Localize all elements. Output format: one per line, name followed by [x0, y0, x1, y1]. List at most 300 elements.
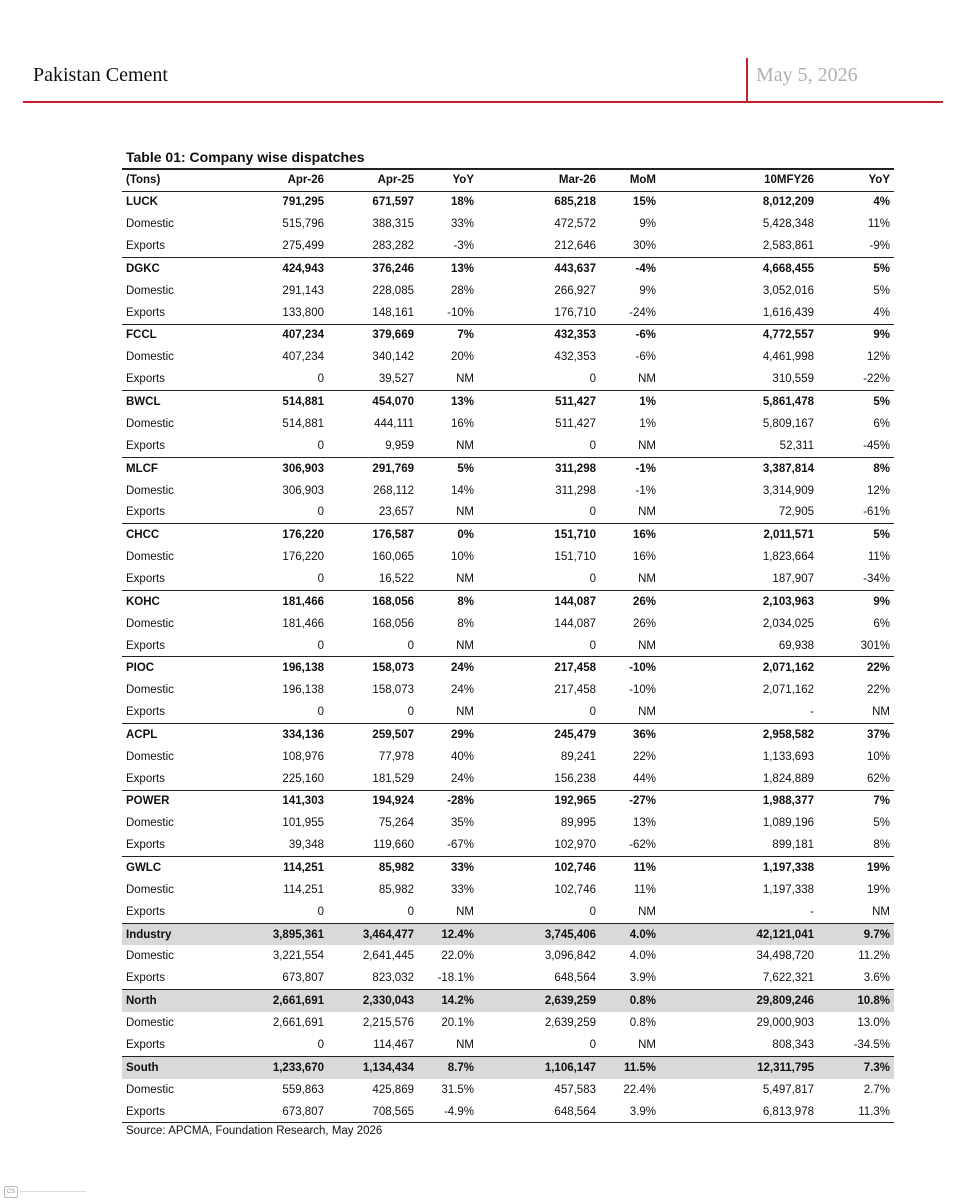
value-cell: NM [638, 373, 656, 386]
value-cell: 26% [600, 590, 660, 612]
column-header: Apr-25 [328, 169, 418, 191]
value-cell: 13% [418, 391, 478, 413]
value-cell: 1,616,439 [762, 306, 814, 319]
value-cell: 114,251 [232, 857, 328, 879]
value-cell: 62% [866, 772, 890, 785]
value-cell: 0 [589, 506, 596, 519]
value-cell: 5% [818, 258, 894, 280]
value-cell: -10% [629, 684, 656, 697]
value-cell: -34.5% [853, 1038, 890, 1051]
value-cell: NM [638, 439, 656, 452]
value-cell: 2,639,259 [544, 1017, 596, 1030]
row-label-cell: Exports [126, 573, 165, 586]
value-cell: 291,143 [282, 284, 324, 297]
value-cell: 379,669 [328, 324, 418, 346]
exports-row [122, 901, 894, 923]
row-label-cell: Domestic [126, 1083, 174, 1096]
value-cell: 1,824,889 [762, 772, 814, 785]
value-cell: 176,220 [232, 524, 328, 546]
value-cell: 1,823,664 [762, 551, 814, 564]
value-cell: 11.3% [818, 1101, 894, 1123]
row-label-cell: Exports [122, 1101, 232, 1123]
exports-row [122, 1101, 894, 1123]
value-cell: 8% [873, 839, 890, 852]
value-cell: 1% [600, 391, 660, 413]
value-cell: 3,052,016 [762, 284, 814, 297]
domestic-row [122, 746, 894, 768]
value-cell: 0 [317, 706, 324, 719]
row-label-cell: GWLC [122, 857, 232, 879]
value-cell: 4,772,557 [660, 324, 818, 346]
exports-row [122, 302, 894, 324]
value-cell: 1,133,693 [762, 750, 814, 763]
value-cell: 5,809,167 [762, 417, 814, 430]
value-cell: 0 [407, 905, 414, 918]
value-cell: -9% [869, 240, 890, 253]
value-cell: 11% [867, 551, 890, 564]
value-cell: 0 [317, 373, 324, 386]
value-cell: -61% [863, 506, 890, 519]
value-cell: 29,809,246 [660, 990, 818, 1012]
value-cell: 283,282 [372, 240, 414, 253]
value-cell: 3,096,842 [544, 950, 596, 963]
value-cell: 24% [418, 657, 478, 679]
value-cell: 432,353 [478, 324, 600, 346]
company-total-row [122, 391, 894, 413]
value-cell: NM [456, 573, 474, 586]
value-cell: -1% [600, 457, 660, 479]
value-cell: 13.0% [857, 1017, 890, 1030]
value-cell: 194,924 [328, 790, 418, 812]
row-label-cell: Industry [122, 923, 232, 945]
value-cell: 85,982 [378, 883, 414, 896]
header-rule [23, 101, 943, 103]
row-label-cell: Domestic [126, 417, 174, 430]
value-cell: 144,087 [554, 617, 596, 630]
company-total-row [122, 524, 894, 546]
value-cell: -18.1% [437, 972, 474, 985]
value-cell: 28% [450, 284, 474, 297]
value-cell: 5% [873, 817, 890, 830]
value-cell: 514,881 [282, 417, 324, 430]
domestic-row [122, 413, 894, 435]
value-cell: 0 [317, 639, 324, 652]
value-cell: 7,622,321 [762, 972, 814, 985]
value-cell: 102,746 [478, 857, 600, 879]
value-cell: 0% [418, 524, 478, 546]
value-cell: -62% [629, 839, 656, 852]
row-label-cell: Domestic [126, 484, 174, 497]
value-cell: 181,466 [282, 617, 324, 630]
value-cell: 1,988,377 [660, 790, 818, 812]
value-cell: 40% [450, 750, 474, 763]
value-cell: 13% [632, 817, 656, 830]
value-cell: 407,234 [232, 324, 328, 346]
value-cell: -6% [600, 324, 660, 346]
value-cell: 151,710 [478, 524, 600, 546]
value-cell: 9,959 [385, 439, 414, 452]
domestic-row [122, 1012, 894, 1034]
company-total-row [122, 857, 894, 879]
value-cell: 266,927 [554, 284, 596, 297]
value-cell: 114,251 [283, 883, 324, 896]
value-cell: 12% [866, 484, 890, 497]
value-cell: 511,427 [555, 417, 596, 430]
value-cell: 89,241 [560, 750, 596, 763]
value-cell: 899,181 [772, 839, 814, 852]
value-cell: NM [456, 639, 474, 652]
value-cell: 457,583 [554, 1083, 596, 1096]
row-label-cell: Domestic [126, 351, 174, 364]
value-cell: 9% [818, 590, 894, 612]
company-total-row [122, 191, 894, 213]
value-cell: 19% [818, 857, 894, 879]
value-cell: NM [638, 1038, 656, 1051]
exports-row [122, 369, 894, 391]
value-cell: 0.8% [629, 1017, 656, 1030]
value-cell: 311,298 [478, 457, 600, 479]
company-total-row [122, 258, 894, 280]
value-cell: -6% [635, 351, 656, 364]
value-cell: 8,012,209 [762, 196, 814, 209]
value-cell: 14.2% [418, 990, 478, 1012]
domestic-row [122, 546, 894, 568]
value-cell: 9.7% [818, 923, 894, 945]
value-cell: 1% [639, 417, 656, 430]
row-label-cell: ACPL [122, 724, 232, 746]
value-cell: 10.8% [818, 990, 894, 1012]
value-cell: 5% [818, 524, 894, 546]
row-label-cell: Domestic [126, 617, 174, 630]
value-cell: 0.8% [600, 990, 660, 1012]
value-cell: 119,660 [373, 839, 414, 852]
row-label-cell: Domestic [126, 950, 174, 963]
value-cell: 12,311,795 [660, 1056, 818, 1078]
domestic-row [122, 346, 894, 368]
value-cell: 14% [450, 484, 474, 497]
footer-faint-line [20, 1191, 86, 1192]
value-cell: 9% [639, 284, 656, 297]
dispatch-table [122, 168, 894, 1123]
domestic-row [122, 213, 894, 235]
row-label-cell: Exports [126, 439, 165, 452]
value-cell: 8% [418, 590, 478, 612]
value-cell: 0 [589, 706, 596, 719]
value-cell: 1,197,338 [660, 857, 818, 879]
value-cell: -4% [600, 258, 660, 280]
aggregate-total-row [122, 990, 894, 1012]
value-cell: 11.2% [858, 950, 890, 963]
value-cell: -1% [635, 484, 656, 497]
value-cell: 0 [407, 639, 414, 652]
row-label-cell: KOHC [122, 590, 232, 612]
domestic-row [122, 879, 894, 901]
value-cell: 12.4% [418, 923, 478, 945]
value-cell: 196,138 [232, 657, 328, 679]
value-cell: 36% [600, 724, 660, 746]
column-header: Mar-26 [478, 169, 600, 191]
value-cell: 4% [873, 196, 890, 209]
value-cell: 133,800 [282, 306, 324, 319]
value-cell: 2,661,691 [272, 1017, 324, 1030]
value-cell: 5% [873, 284, 890, 297]
value-cell: 823,032 [372, 972, 414, 985]
value-cell: 648,564 [554, 972, 596, 985]
value-cell: 228,085 [372, 284, 414, 297]
value-cell: 16,522 [378, 573, 414, 586]
value-cell: 23,657 [378, 506, 414, 519]
column-header: MoM [600, 169, 660, 191]
value-cell: 19% [866, 883, 890, 896]
value-cell: 35% [450, 817, 474, 830]
value-cell: NM [872, 706, 890, 719]
value-cell: 6% [873, 417, 890, 430]
value-cell: 7.3% [818, 1056, 894, 1078]
value-cell: 306,903 [232, 457, 328, 479]
value-cell: 671,597 [372, 196, 414, 209]
exports-row [122, 635, 894, 657]
scanner-badge-icon: CS [4, 1186, 18, 1198]
row-label-cell: Exports [126, 1038, 165, 1051]
value-cell: 89,995 [560, 817, 596, 830]
row-label-cell: Exports [126, 706, 165, 719]
row-label-cell: Exports [126, 506, 165, 519]
value-cell: 7% [818, 790, 894, 812]
value-cell: NM [456, 373, 474, 386]
value-cell: 432,353 [554, 351, 596, 364]
value-cell: NM [638, 706, 656, 719]
value-cell: 168,056 [328, 590, 418, 612]
row-label-cell: Domestic [126, 218, 174, 231]
value-cell: 2,639,259 [478, 990, 600, 1012]
value-cell: 158,073 [372, 684, 414, 697]
value-cell: NM [456, 506, 474, 519]
column-header: YoY [418, 169, 478, 191]
value-cell: 148,161 [372, 306, 414, 319]
value-cell: 2,103,963 [660, 590, 818, 612]
value-cell: NM [638, 905, 656, 918]
value-cell: 0 [317, 573, 324, 586]
value-cell: 4% [873, 306, 890, 319]
exports-row [122, 435, 894, 457]
value-cell: 648,564 [478, 1101, 600, 1123]
value-cell: 44% [632, 772, 656, 785]
value-cell: 212,646 [554, 240, 596, 253]
value-cell: 2,011,571 [660, 524, 818, 546]
value-cell: NM [456, 1038, 474, 1051]
value-cell: 217,458 [478, 657, 600, 679]
value-cell: 306,903 [282, 484, 324, 497]
value-cell: 444,111 [374, 417, 414, 430]
row-label-cell: South [122, 1056, 232, 1078]
value-cell: 22.4% [623, 1083, 656, 1096]
value-cell: 0 [589, 639, 596, 652]
value-cell: 3.9% [600, 1101, 660, 1123]
company-total-row [122, 657, 894, 679]
value-cell: 22% [866, 684, 890, 697]
value-cell: 26% [632, 617, 656, 630]
value-cell: 37% [818, 724, 894, 746]
value-cell: 4,461,998 [762, 351, 814, 364]
value-cell: 5,497,817 [762, 1083, 814, 1096]
value-cell: 4,668,455 [660, 258, 818, 280]
value-cell: - [810, 905, 814, 918]
value-cell: 2,958,582 [660, 724, 818, 746]
table-title: Table 01: Company wise dispatches [126, 149, 365, 165]
value-cell: 301% [860, 639, 890, 652]
row-label-cell: Exports [126, 306, 165, 319]
value-cell: 2,071,162 [660, 657, 818, 679]
value-cell: 3,464,477 [328, 923, 418, 945]
row-label-cell: Domestic [126, 750, 174, 763]
value-cell: 141,303 [232, 790, 328, 812]
row-label-cell: CHCC [122, 524, 232, 546]
value-cell: 24% [450, 772, 474, 785]
value-cell: 22.0% [441, 950, 474, 963]
value-cell: 29% [418, 724, 478, 746]
row-label-cell: North [122, 990, 232, 1012]
value-cell: 340,142 [372, 351, 414, 364]
value-cell: -24% [629, 306, 656, 319]
value-cell: 10% [866, 750, 890, 763]
value-cell: 33% [450, 883, 474, 896]
value-cell: 33% [450, 218, 474, 231]
value-cell: 102,970 [554, 839, 596, 852]
row-label-cell: Domestic [126, 817, 174, 830]
value-cell: 7% [418, 324, 478, 346]
value-cell: -67% [447, 839, 474, 852]
value-cell: 268,112 [373, 484, 414, 497]
value-cell: 160,065 [372, 551, 414, 564]
value-cell: 514,881 [232, 391, 328, 413]
aggregate-total-row [122, 1056, 894, 1078]
column-header: 10MFY26 [660, 169, 818, 191]
value-cell: 2.7% [863, 1083, 890, 1096]
value-cell: -45% [863, 439, 890, 452]
value-cell: -28% [418, 790, 478, 812]
value-cell: 24% [450, 684, 474, 697]
value-cell: 22% [818, 657, 894, 679]
value-cell: 72,905 [778, 506, 814, 519]
domestic-row [122, 679, 894, 701]
value-cell: - [810, 706, 814, 719]
value-cell: 102,746 [554, 883, 596, 896]
domestic-row [122, 812, 894, 834]
value-cell: 3,895,361 [232, 923, 328, 945]
row-label-cell: Domestic [126, 551, 174, 564]
value-cell: 334,136 [232, 724, 328, 746]
source-note: Source: APCMA, Foundation Research, May 2026 [126, 1125, 383, 1137]
value-cell: 8.7% [418, 1056, 478, 1078]
value-cell: -22% [863, 373, 890, 386]
value-cell: 20% [450, 351, 474, 364]
value-cell: 291,769 [328, 457, 418, 479]
value-cell: 18% [450, 196, 474, 209]
value-cell: 101,955 [282, 817, 324, 830]
value-cell: -27% [600, 790, 660, 812]
value-cell: NM [638, 506, 656, 519]
value-cell: NM [456, 439, 474, 452]
row-label-cell: Exports [126, 639, 165, 652]
exports-row [122, 502, 894, 524]
value-cell: 15% [632, 196, 656, 209]
value-cell: -3% [453, 240, 474, 253]
value-cell: 156,238 [554, 772, 596, 785]
value-cell: 454,070 [328, 391, 418, 413]
value-cell: 11.5% [600, 1056, 660, 1078]
value-cell: 0 [589, 905, 596, 918]
row-label-cell: POWER [122, 790, 232, 812]
value-cell: 75,264 [378, 817, 414, 830]
column-header: Apr-26 [232, 169, 328, 191]
value-cell: 311,298 [555, 484, 596, 497]
value-cell: 791,295 [282, 196, 324, 209]
value-cell: 5,861,478 [660, 391, 818, 413]
row-label-cell: Domestic [126, 684, 174, 697]
value-cell: 192,965 [478, 790, 600, 812]
value-cell: 11% [600, 857, 660, 879]
value-cell: 16% [450, 417, 474, 430]
value-cell: 144,087 [478, 590, 600, 612]
value-cell: 176,710 [554, 306, 596, 319]
value-cell: 388,315 [372, 218, 414, 231]
value-cell: 1,134,434 [328, 1056, 418, 1078]
value-cell: NM [872, 905, 890, 918]
exports-row [122, 568, 894, 590]
table-body [122, 191, 894, 1123]
value-cell: 559,863 [282, 1083, 324, 1096]
row-label-cell: BWCL [122, 391, 232, 413]
value-cell: 9% [639, 218, 656, 231]
value-cell: 245,479 [478, 724, 600, 746]
row-label-cell: LUCK [126, 196, 158, 209]
value-cell: 3.9% [629, 972, 656, 985]
report-title: Pakistan Cement [33, 64, 168, 86]
value-cell: 407,234 [282, 351, 324, 364]
value-cell: 0 [317, 439, 324, 452]
row-label-cell: DGKC [122, 258, 232, 280]
domestic-row [122, 613, 894, 635]
company-total-row [122, 724, 894, 746]
value-cell: 515,796 [282, 218, 324, 231]
value-cell: 4.0% [600, 923, 660, 945]
domestic-row [122, 479, 894, 501]
value-cell: 685,218 [554, 196, 596, 209]
row-label-cell: Exports [126, 772, 165, 785]
value-cell: 176,220 [282, 551, 324, 564]
value-cell: 6% [873, 617, 890, 630]
value-cell: 1,089,196 [762, 817, 814, 830]
row-label-cell: Domestic [126, 883, 174, 896]
value-cell: 8% [818, 457, 894, 479]
value-cell: 13% [418, 258, 478, 280]
value-cell: 158,073 [328, 657, 418, 679]
value-cell: 20.1% [441, 1017, 474, 1030]
value-cell: 0 [589, 1038, 596, 1051]
column-header: (Tons) [122, 169, 232, 191]
value-cell: 5% [818, 391, 894, 413]
aggregate-total-row [122, 923, 894, 945]
value-cell: 77,978 [378, 750, 414, 763]
value-cell: 16% [632, 551, 656, 564]
domestic-row [122, 280, 894, 302]
value-cell: 42,121,041 [660, 923, 818, 945]
table-header-row [122, 169, 894, 191]
value-cell: 31.5% [441, 1083, 474, 1096]
value-cell: 30% [632, 240, 656, 253]
value-cell: 176,587 [328, 524, 418, 546]
value-cell: 22% [632, 750, 656, 763]
